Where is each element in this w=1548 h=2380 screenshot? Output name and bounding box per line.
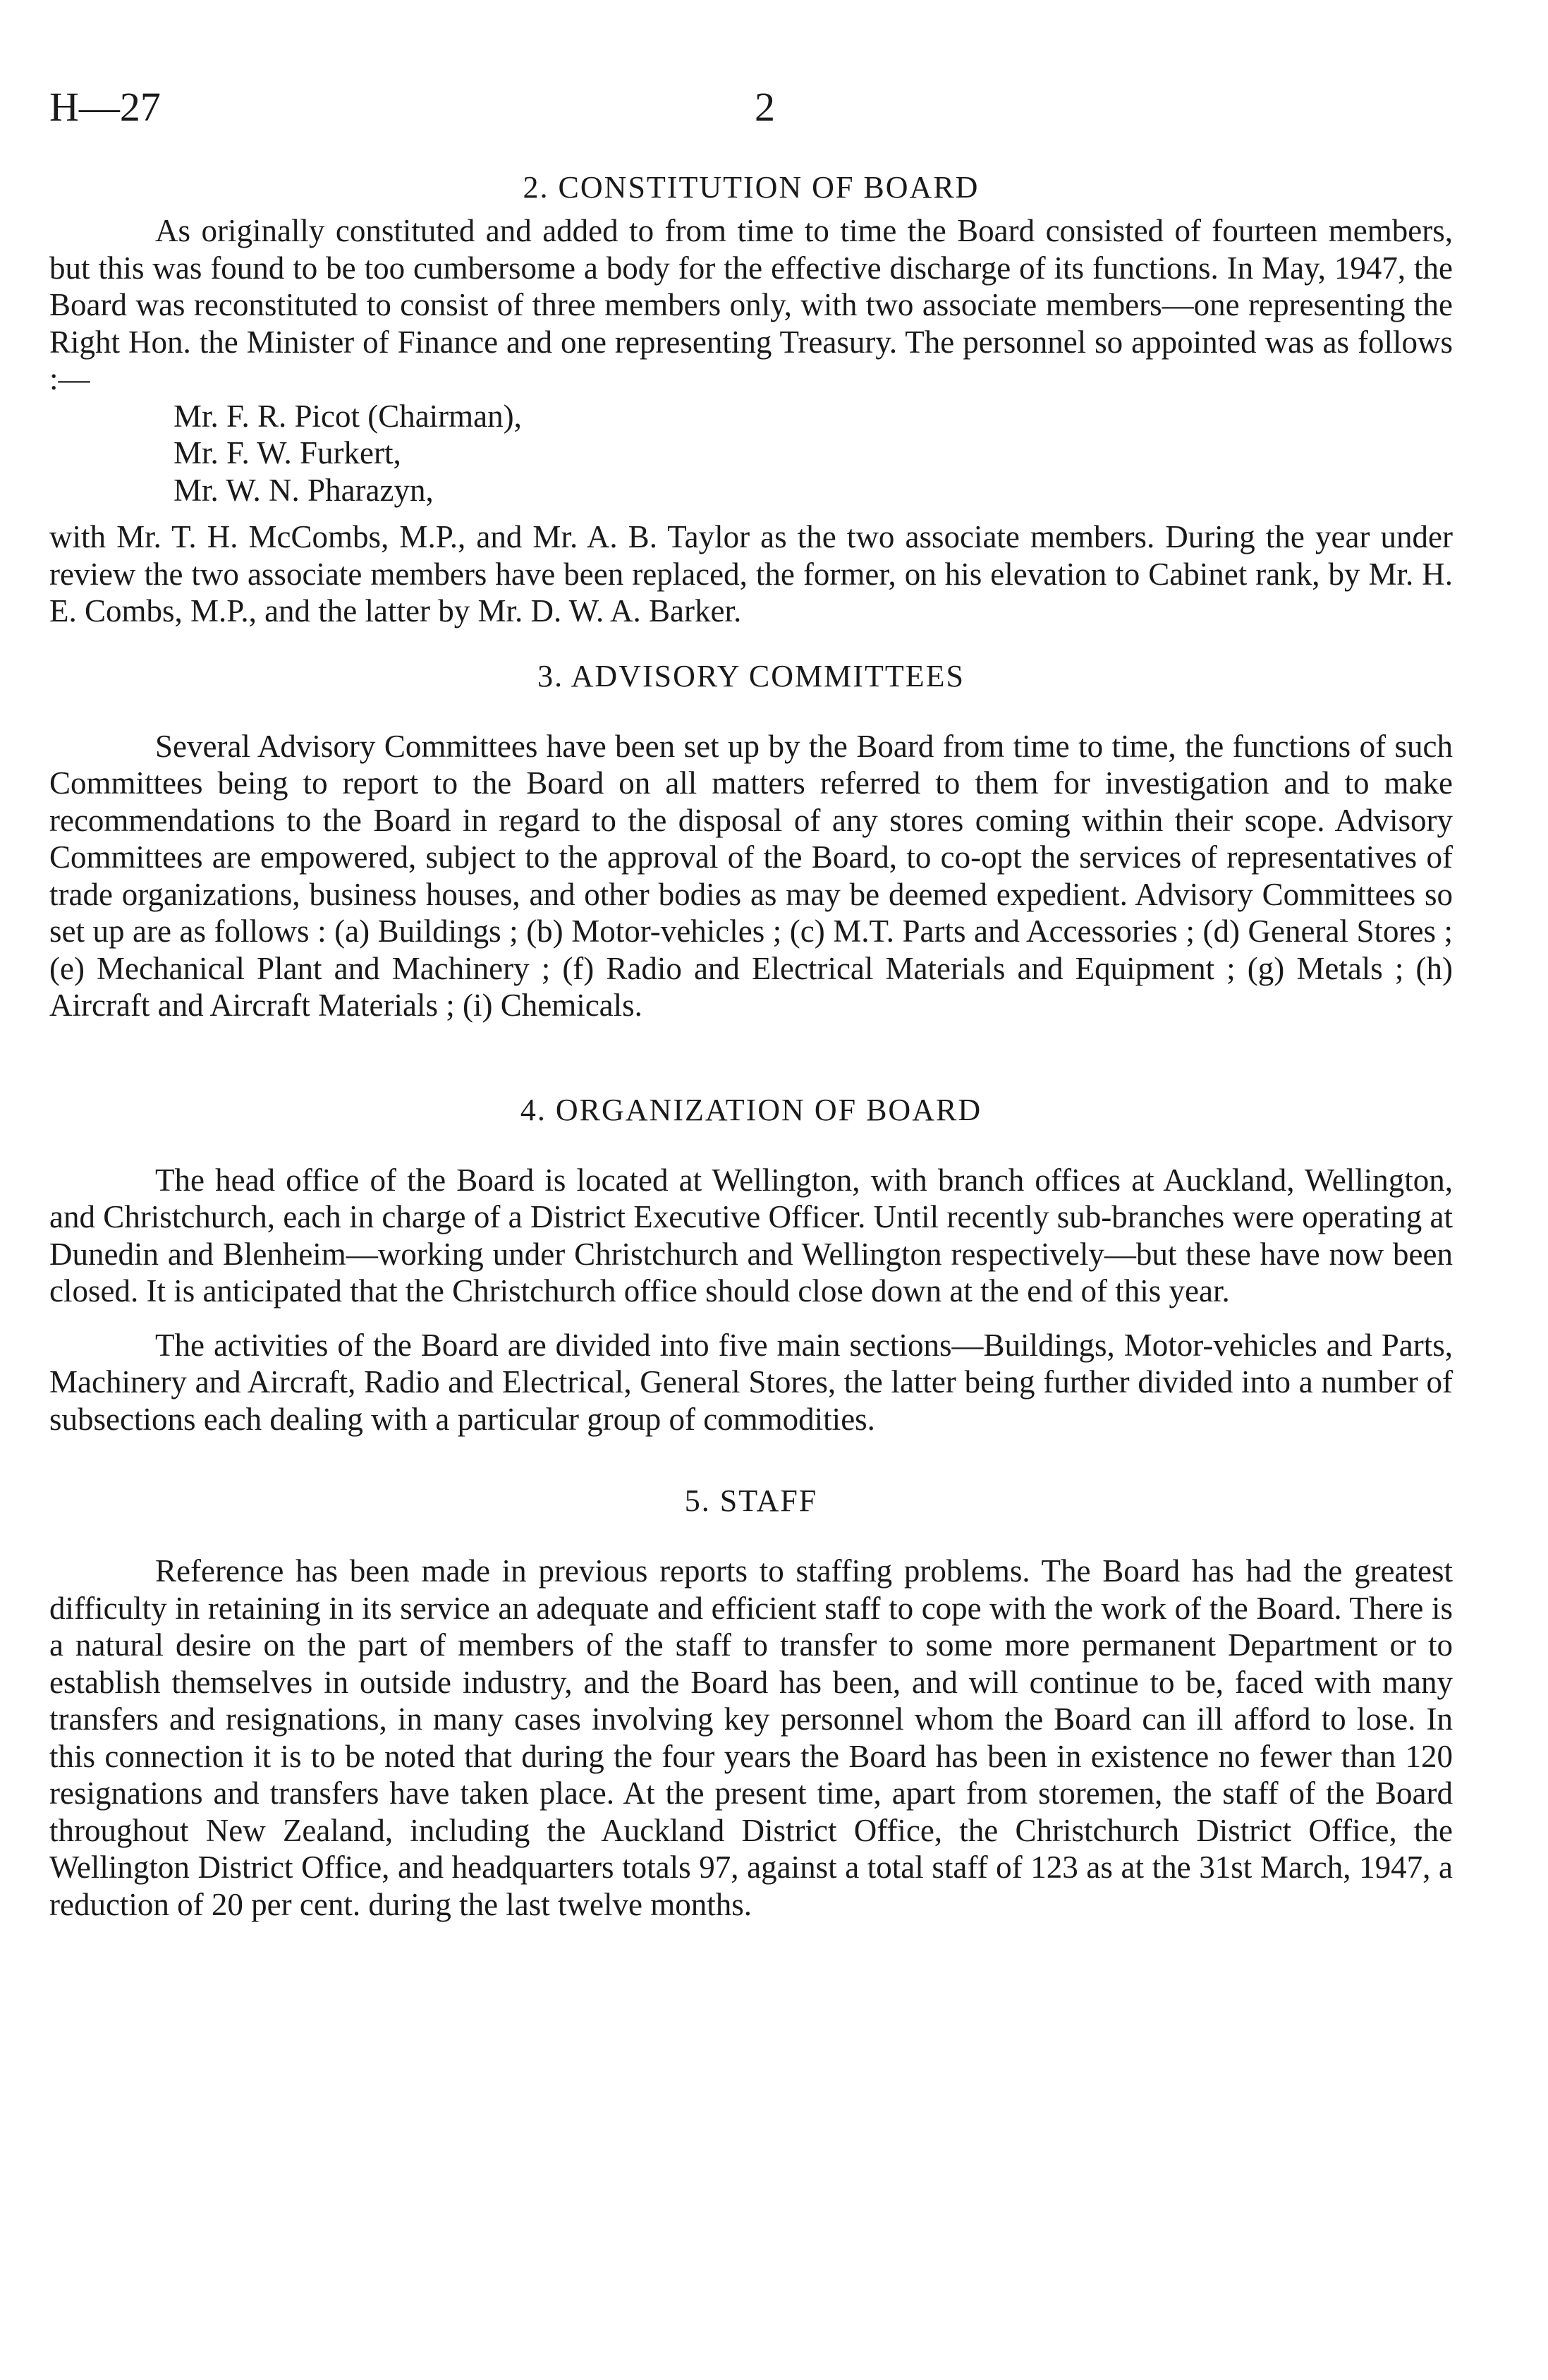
paragraph: As originally constituted and added to from time to time the Board consisted of fourteen members, but this was found to be too cumbersome a body for the effective discharge of its functions. In May, 1947, the Board was reconstituted to consist of three members only, with two associate members—one representing the Right Hon. the Minister of Finance and one representing Treasury. The personnel so appointed was as follows :— (49, 213, 1453, 396)
section-heading: 5. STAFF (684, 1483, 818, 1518)
member-item: Mr. F. R. Picot (Chairman), (173, 398, 522, 434)
section-heading: 2. CONSTITUTION OF BOARD (523, 170, 980, 205)
section-heading: 4. ORGANIZATION OF BOARD (520, 1092, 982, 1127)
section-heading: 3. ADVISORY COMMITTEES (537, 658, 965, 693)
section-organization (49, 1092, 1453, 1438)
paragraph: with Mr. T. H. McCombs, M.P., and Mr. A. B. Taylor as the two associate members. During the year under review the two associate members have been replaced, the former, on his elevation to Cabinet rank, by Mr. H. E. Combs, M.P., and the latter by Mr. D. W. A. Barker. (49, 519, 1453, 629)
page-number: 2 (755, 84, 775, 130)
document-body (49, 169, 1453, 1923)
paragraph: The activities of the Board are divided into five main sections—Buildings, Motor-vehicles and Parts, Machinery and Aircraft, Radio and Electrical, General Stores, the latter being further divided into a number of subsections each dealing with a particular group of commodities. (49, 1327, 1453, 1437)
section-staff (49, 1483, 1453, 1923)
member-list (49, 398, 1453, 509)
paragraph: Reference has been made in previous reports to staffing problems. The Board has had the greatest difficulty in retaining in its service an adequate and efficient staff to cope with the work of the Board. There is a natural desire on the part of members of the staff to transfer to some more permanent Department or to establish themselves in outside industry, and the Board has been, and will continue to be, faced with many transfers and resignations, in many cases involving key personnel whom the Board can ill afford to lose. In this connection it is to be noted that during the four years the Board has been in existence no fewer than 120 resignations and transfers have taken place. At the present time, apart from storemen, the staff of the Board throughout New Zealand, including the Auckland District Office, the Christchurch District Office, the Wellington District Office, and headquarters totals 97, against a total staff of 123 as at the 31st March, 1947, a reduction of 20 per cent. during the last twelve months. (49, 1553, 1453, 1922)
section-advisory-committees (49, 658, 1453, 1024)
member-item: Mr. F. W. Furkert, (173, 435, 401, 470)
member-item: Mr. W. N. Pharazyn, (173, 472, 434, 508)
paragraph: Several Advisory Committees have been set up by the Board from time to time, the functions of such Committees being to report to the Board on all matters referred to them for investigation and to make recommendations to the Board in regard to the disposal of any stores coming within their scope. Advisory Committees are empowered, subject to the approval of the Board, to co-opt the services of representatives of trade organizations, business houses, and other bodies as may be deemed expedient. Advisory Committees so set up are as follows : (a) Buildings ; (b) Motor-vehicles ; (c) M.T. Parts and Accessories ; (d) General Stores ; (e) Mechanical Plant and Machinery ; (f) Radio and Electrical Materials and Equipment ; (g) Metals ; (h) Aircraft and Aircraft Materials ; (i) Chemicals. (49, 728, 1453, 1023)
page-header (49, 83, 1460, 140)
document-reference: H—27 (49, 84, 161, 130)
paragraph: The head office of the Board is located at Wellington, with branch offices at Auckland, Wellington, and Christchurch, each in charge of a District Executive Officer. Until recently sub-branches were operating at Dunedin and Blenheim—working under Christchurch and Wellington respectively—but these have now been closed. It is anticipated that the Christchurch office should close down at the end of this year. (49, 1162, 1453, 1309)
section-constitution (49, 169, 1453, 630)
